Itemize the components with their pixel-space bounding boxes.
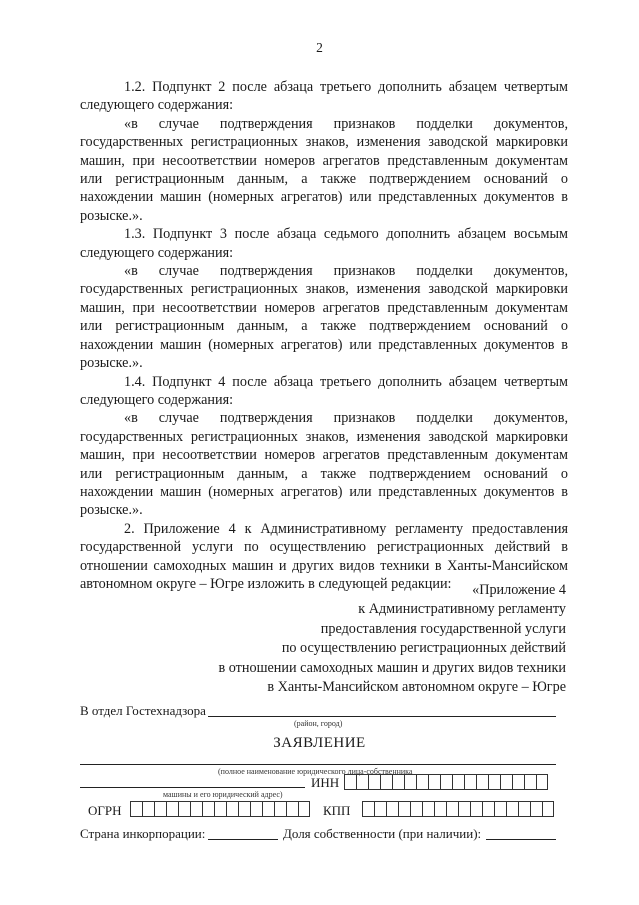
share-label: Доля собственности (при наличии): bbox=[283, 826, 482, 841]
inn-label: ИНН bbox=[311, 775, 340, 790]
appendix-line: по осуществлению регистрационных действий bbox=[281, 640, 566, 657]
paragraph-1-3-quote: «в случае подтверждения признаков подделки документов, государственных регистрационных знаков, изменения заводской маркировки машин, при несоответствии номеров агрегатов представленным документам или регистрационным данным, а также подтверждением оснований о нахождении машин (номерных агрегатов) или представленных документов в розыске.». bbox=[80, 263, 568, 372]
appendix-reference bbox=[80, 581, 566, 697]
appendix-line: в Ханты-Мансийском автономном округе – Югре bbox=[267, 679, 566, 696]
document-body bbox=[80, 78, 568, 593]
paragraph-1-2-intro: 1.2. Подпункт 2 после абзаца третьего дополнить абзацем четвертым следующего содержания: bbox=[80, 79, 568, 114]
dept-label: В отдел Гостехнадзора bbox=[80, 703, 206, 718]
appendix-line: «Приложение 4 bbox=[472, 582, 566, 598]
owner-caption-2: машины и его юридический адрес) bbox=[163, 790, 283, 799]
paragraph-1-4-intro: 1.4. Подпункт 4 после абзаца третьего дополнить абзацем четвертым следующего содержания: bbox=[80, 373, 568, 408]
form-title: ЗАЯВЛЕНИЕ bbox=[273, 735, 366, 751]
inn-cells[interactable] bbox=[344, 774, 548, 790]
country-field[interactable] bbox=[208, 839, 278, 840]
paragraph-1-4-quote: «в случае подтверждения признаков подделки документов, государственных регистрационных знаков, изменения заводской маркировки машин, при несоответствии номеров агрегатов представленным документам или регистрационным данным, а также подтверждением оснований о нахождении машин (номерных агрегатов) или представленных документов в розыске.». bbox=[80, 410, 568, 519]
dept-caption: (район, город) bbox=[294, 719, 343, 728]
kpp-cells[interactable] bbox=[362, 801, 554, 817]
owner-name-field[interactable] bbox=[80, 764, 556, 765]
kpp-label: КПП bbox=[323, 803, 351, 818]
owner-caption: (полное наименование юридического лица-собственника bbox=[218, 767, 413, 776]
share-field[interactable] bbox=[486, 839, 556, 840]
paragraph-1-3-intro: 1.3. Подпункт 3 после абзаца седьмого дополнить абзацем восьмым следующего содержания: bbox=[80, 226, 568, 261]
paragraph-1-2-quote: «в случае подтверждения признаков подделки документов, государственных регистрационных знаков, изменения заводской маркировки машин, при несоответствии номеров агрегатов представленным документам или регистрационным данным, а также подтверждением оснований о нахождении машин (номерных агрегатов) или представленных документов в розыске.». bbox=[80, 115, 568, 224]
ogrn-label: ОГРН bbox=[88, 803, 122, 818]
page-number: 2 bbox=[316, 40, 323, 55]
paragraph-2: 2. Приложение 4 к Административному регламенту предоставления государственной услуги по осуществлению регистрационных действий в отношении самоходных машин и других видов техники в Ханты-Мансийском автономном округе – Югре изложить в следующей редакции: bbox=[80, 520, 568, 592]
ogrn-cells[interactable] bbox=[130, 801, 310, 817]
appendix-line: предоставления государственной услуги bbox=[320, 620, 566, 637]
country-label: Страна инкорпорации: bbox=[80, 826, 206, 841]
owner-address-field[interactable] bbox=[80, 787, 305, 788]
dept-field[interactable] bbox=[208, 716, 556, 717]
appendix-line: к Административному регламенту bbox=[358, 601, 566, 618]
appendix-line: в отношении самоходных машин и других видов техники bbox=[218, 659, 566, 676]
